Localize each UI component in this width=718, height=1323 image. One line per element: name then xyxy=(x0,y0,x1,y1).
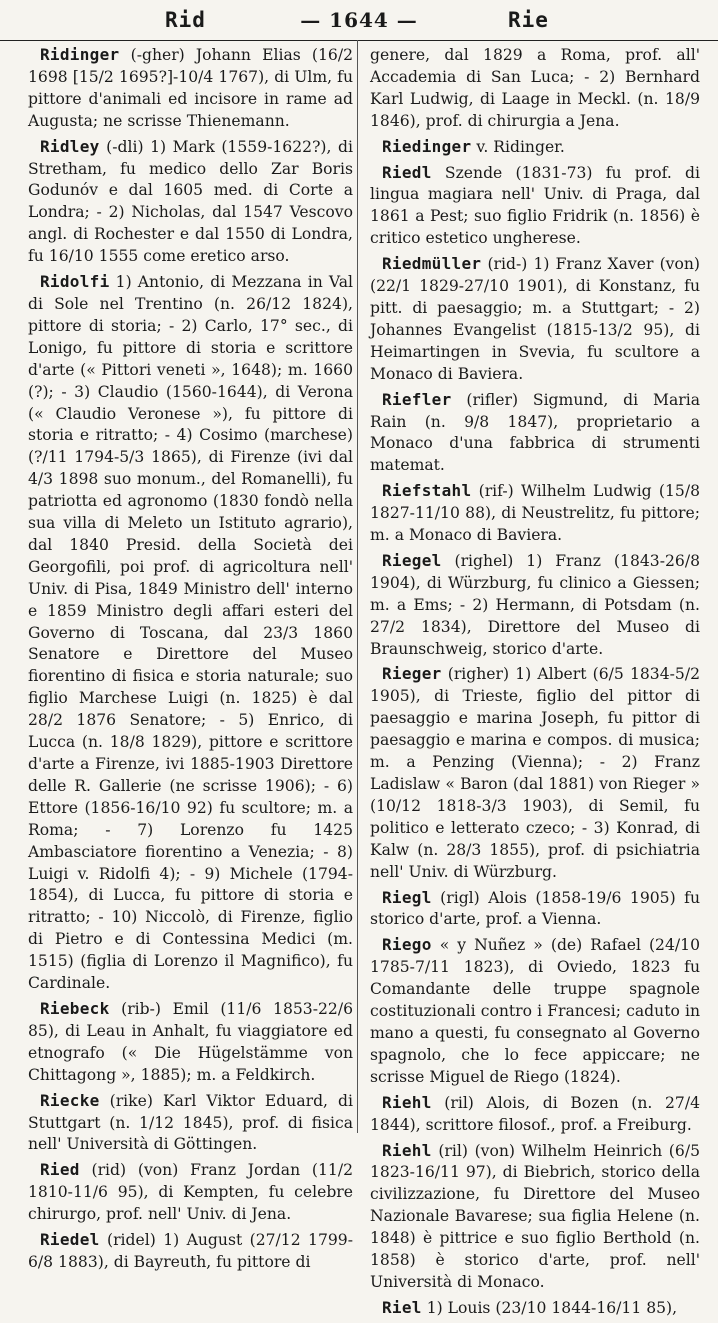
entry-text: (ridel) 1) August (27/12 1799-6/8 1883), di Bayreuth, fu pittore di xyxy=(28,1231,353,1271)
entry-text: (rigl) Alois (1858-19/6 1905) fu storico d'arte, prof. a Vienna. xyxy=(370,888,700,929)
dictionary-entry xyxy=(370,44,700,133)
entry-text: (rid-) 1) Franz Xaver (von) (22/1 1829-27/10 1901), di Konstanz, fu pitt. di paesaggio; m. a Stuttgart; - 2) Johannes Evangelist (1815-13/2 95), di Heimartingen in Svevia, fu scultore a Monaco di Baviera. xyxy=(370,255,700,383)
dictionary-entry xyxy=(28,136,353,268)
entry-headword: Riego xyxy=(382,935,432,955)
dictionary-entry xyxy=(370,887,700,932)
entry-headword: Riedel xyxy=(40,1230,100,1250)
right-column xyxy=(370,44,700,1323)
entry-headword: Riel xyxy=(382,1297,422,1317)
entry-headword: Riehl xyxy=(382,1092,432,1112)
entry-text: genere, dal 1829 a Roma, prof. all' Accademia di San Luca; - 2) Bernhard Karl Ludwig, di Laage in Meckl. (n. 18/9 1846), prof. di chirurgia a Jena. xyxy=(370,46,700,130)
dictionary-entry xyxy=(370,162,700,251)
dictionary-entry xyxy=(370,1297,700,1320)
entry-headword: Riebeck xyxy=(40,998,110,1018)
entry-headword: Ridinger xyxy=(40,45,120,64)
entry-headword: Riefler xyxy=(382,389,452,409)
entry-text: (righer) 1) Albert (6/5 1834-5/2 1905), di Trieste, figlio del pittor di paesaggio e marina Joseph, fu pittor di paesaggio e marina e compos. di musica; m. a Penzing (Vienna); - 2) Franz Ladislaw « Baron (dal 1881) von Rieger » (10/12 1818-3/3 1903), di Semil, fu politico e letterato czeco; - 3) Konrad, di Kalw (n. 28/3 1855), prof. di psichiatria nell' Univ. di Würzburg. xyxy=(370,665,700,881)
entry-text: (rib-) Emil (11/6 1853-22/6 85), di Leau in Anhalt, fu viaggiatore ed etnografo (« Die Hügelstämme von Chittagong », 1885); m. a Feldkirch. xyxy=(28,999,353,1084)
entry-headword: Riedl xyxy=(382,162,432,182)
entry-text: (ril) Alois, di Bozen (n. 27/4 1844), scrittore filosof., prof. a Freiburg. xyxy=(370,1093,700,1134)
entry-text: (rid) (von) Franz Jordan (11/2 1810-11/6 95), di Kempten, fu celebre chirurgo, prof. nell' Univ. di Jena. xyxy=(28,1161,353,1224)
entry-headword: Riegel xyxy=(382,550,442,570)
dictionary-entry xyxy=(370,550,700,661)
entry-headword: Riegl xyxy=(382,887,432,907)
page-number: — 1644 — xyxy=(300,8,418,32)
entry-text: 1) Antonio, di Mezzana in Val di Sole nel Trentino (n. 26/12 1824), pittore di storia; - 2) Carlo, 17° sec., di Lonigo, fu pittore di storia e scrittore d'arte (« Pittori veneti », 1648); m. 1660 (?); - 3) Claudio (1560-1644), di Verona (« Claudio Veronese »), fu pittore di storia e ritratto; - 4) Cosimo (marchese) (?/11 1794-5/3 1865), di Firenze (ivi dal 4/3 1898 suo monum., del Romanelli), fu patriotta ed agronomo (1830 fondò nella sua villa di Meleto un Istituto agrario), dal 1840 Presid. della Società dei Georgofili, poi prof. di agricoltura nell' Univ. di Pisa, 1849 Ministro dell' interno e 1859 Ministro degli affari esteri del Governo di Toscana, dal 23/3 1860 Senatore e Direttore del Museo fiorentino di fisica e storia naturale; suo figlio Marchese Luigi (n. 1825) è dal 28/2 1876 Senatore; - 5) Enrico, di Lucca (n. 18/8 1829), pittore e scrittore d'arte a Firenze, ivi 1885-1903 Direttore delle R. Gallerie (ne scrisse 1906); - 6) Ettore (1856-16/10 92) fu scultore; m. a Roma; - 7) Lorenzo fu 1425 Ambasciatore fiorentino a Venezia; - 8) Luigi v. Ridolfi 4); - 9) Michele (1794-1854), di Lucca, fu pittore di storia e ritratto; - 10) Niccolò, di Firenze, figlio di Pietro e di Contessina Medici (m. 1515) (figlia di Lorenzo il Magnifico), fu Cardinale. xyxy=(28,273,353,993)
entry-text: (rif-) Wilhelm Ludwig (15/8 1827-11/10 88), di Neustrelitz, fu pittore; m. a Monaco di Baviera. xyxy=(370,482,700,545)
dictionary-entry xyxy=(370,1092,700,1137)
entry-text: (rike) Karl Viktor Eduard, di Stuttgart (n. 1/12 1845), prof. di fisica nell' Università di Göttingen. xyxy=(28,1091,353,1154)
dictionary-entry xyxy=(370,934,700,1088)
entry-headword: Rieger xyxy=(382,664,442,684)
dictionary-entry xyxy=(28,271,353,995)
dictionary-entry xyxy=(370,480,700,547)
dictionary-entry xyxy=(370,389,700,478)
entry-text: v. Ridinger. xyxy=(471,137,565,156)
entry-text: Szende (1831-73) fu prof. di lingua magiara nell' Univ. di Praga, dal 1861 a Pest; suo figlio Fridrik (n. 1856) è critico estetico ungherese. xyxy=(370,163,700,248)
dictionary-entry xyxy=(370,253,700,385)
entry-text: (-gher) Johann Elias (16/2 1698 [15/2 1695?]-10/4 1767), di Ulm, fu pittore d'animali ed incisore in rame ad Augusta; ne scrisse Thienemann. xyxy=(28,46,353,130)
left-column xyxy=(28,44,353,1277)
dictionary-entry xyxy=(28,1229,353,1274)
dictionary-entry xyxy=(370,1140,700,1294)
entry-headword: Riedmüller xyxy=(382,254,482,274)
entry-headword: Riefstahl xyxy=(382,481,472,501)
entry-text: (rifler) Sigmund, di Maria Rain (n. 9/8 1847), proprietario a Monaco d'una fabbrica di strumenti matemat. xyxy=(370,390,700,475)
entry-text: (ril) (von) Wilhelm Heinrich (6/5 1823-16/11 97), di Biebrich, storico della civilizzazione, fu Direttore del Museo Nazionale Bavarese; sua figlia Helene (n. 1848) è pittrice e suo figlio Berthold (n. 1858) è storico d'arte, prof. nell' Università di Monaco. xyxy=(370,1141,700,1291)
dictionary-entry xyxy=(28,44,353,133)
column-divider xyxy=(357,40,358,1133)
entry-headword: Riedinger xyxy=(382,136,472,156)
entry-headword: Ridley xyxy=(40,136,100,156)
entry-text: « y Nuñez » (de) Rafael (24/10 1785-7/11 1823), di Oviedo, 1823 fu Comandante delle truppe spagnole costituzionali contro i Francesi; caduto in mano a questi, fu consegnato al Governo spagnolo, che lo fece appiccare; ne scrisse Miguel de Riego (1824). xyxy=(370,936,700,1086)
entry-text: (-dli) 1) Mark (1559-1622?), di Stretham, fu medico dello Zar Boris Godunóv e dal 1605 med. di Corte a Londra; - 2) Nicholas, dal 1547 Vescovo angl. di Rochester e dal 1550 di Londra, fu 16/10 1555 come eretico arso. xyxy=(28,137,353,266)
dictionary-entry xyxy=(370,663,700,883)
entry-text: (righel) 1) Franz (1843-26/8 1904), di Würzburg, fu clinico a Giessen; m. a Ems; - 2) Hermann, di Potsdam (n. 27/2 1834), Direttore del Museo di Braunschweig, storico d'arte. xyxy=(370,551,700,658)
header-left-guideword: Rid xyxy=(165,8,206,32)
dictionary-entry xyxy=(28,998,353,1087)
dictionary-entry xyxy=(370,136,700,159)
header-right-guideword: Rie xyxy=(508,8,549,32)
dictionary-entry xyxy=(28,1090,353,1157)
entry-text: 1) Louis (23/10 1844-16/11 85), xyxy=(421,1298,678,1317)
entry-headword: Ried xyxy=(40,1160,80,1180)
entry-headword: Riecke xyxy=(40,1090,100,1110)
page-header xyxy=(0,0,718,41)
dictionary-entry xyxy=(28,1159,353,1226)
entry-headword: Ridolfi xyxy=(40,272,110,292)
entry-headword: Riehl xyxy=(382,1140,432,1160)
